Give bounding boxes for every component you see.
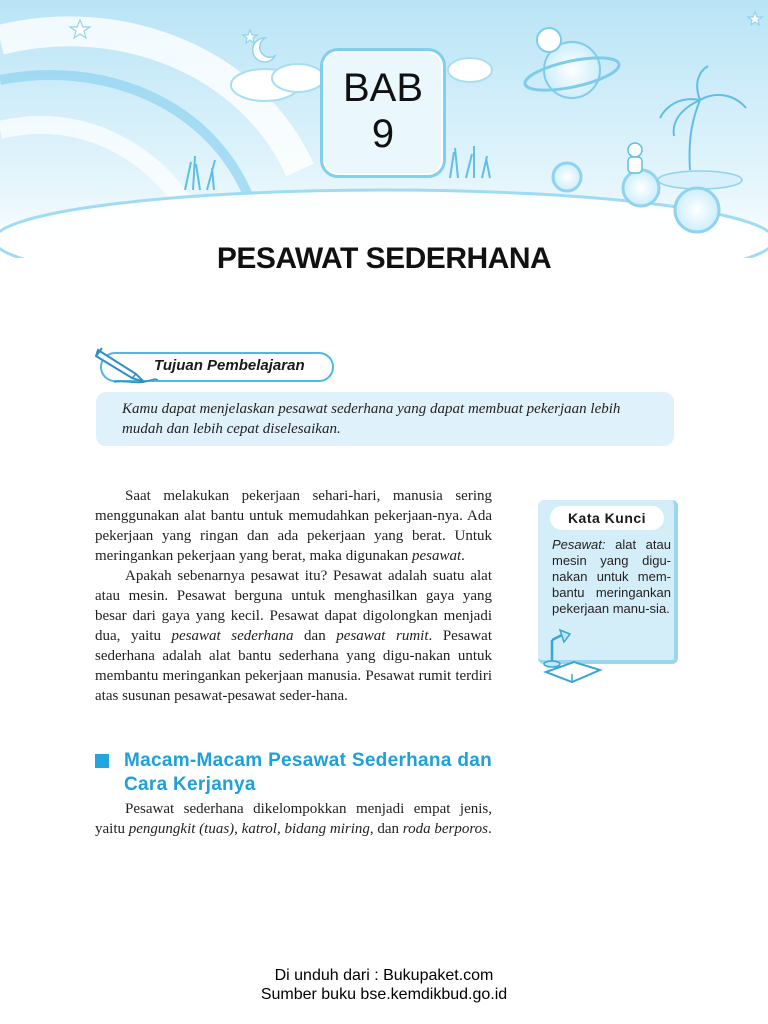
paragraph: Saat melakukan pekerjaan sehari-hari, manusia sering menggunakan alat bantu untuk memudahkan pekerjaan-nya. Ada pekerjaan yang ringan dan ada pekerjaan yang berat. Untuk meringankan pekerjaan yang berat, maka digunakan pesawat. (95, 488, 492, 564)
lamp-book-icon (538, 622, 608, 692)
chapter-badge (320, 48, 446, 178)
footer-download: Di unduh dari : Bukupaket.com (274, 967, 494, 984)
intro-text (95, 486, 492, 706)
chapter-title: PESAWAT SEDERHANA (216, 242, 552, 275)
section-heading: Macam-Macam Pesawat Sederhana dan Cara Kerjanya (124, 750, 492, 795)
section-bullet-icon (95, 754, 109, 768)
kata-kunci-text: Pesawat: alat atau mesin yang digu-nakan untuk mem-bantu meringankan pekerjaan manu-sia. (552, 537, 671, 616)
term-pesawat: pesawat (411, 548, 462, 564)
chapter-label: BAB (342, 66, 424, 110)
tujuan-text: Kamu dapat menjelaskan pesawat sederhana yang dapat membuat pekerjaan lebih mudah dan lebih cepat diselesaikan. (96, 392, 674, 446)
term-pesawat-sederhana: pesawat sederhana (171, 628, 294, 644)
kata-kunci-term: Pesawat: (552, 537, 606, 552)
term-pesawat-rumit: pesawat rumit (336, 628, 429, 644)
chapter-number: 9 (371, 112, 395, 156)
paragraph: Apakah sebenarnya pesawat itu? Pesawat adalah suatu alat atau mesin. Pesawat berguna untuk menghasilkan gaya yang besar dari gaya yang kecil. Pesawat dapat digolongkan menjadi dua, yaitu pesawat sederhana dan pesawat rumit. Pesawat sederhana adalah alat bantu sederhana yang digu-nakan untuk membantu meringankan pekerjaan manusia. Pesawat rumit terdiri atas susunan pesawat-pesawat seder-hana. (95, 568, 492, 704)
section-text (95, 799, 492, 839)
kata-kunci-label: Kata Kunci (550, 506, 664, 530)
paragraph: Pesawat sederhana dikelompokkan menjadi empat jenis, yaitu pengungkit (tuas), katrol, bidang miring, dan roda berporos. (95, 801, 492, 837)
pen-icon (94, 344, 162, 388)
tujuan-label: Tujuan Pembelajaran (154, 357, 305, 374)
footer-source: Sumber buku bse.kemdikbud.go.id (260, 986, 508, 1003)
